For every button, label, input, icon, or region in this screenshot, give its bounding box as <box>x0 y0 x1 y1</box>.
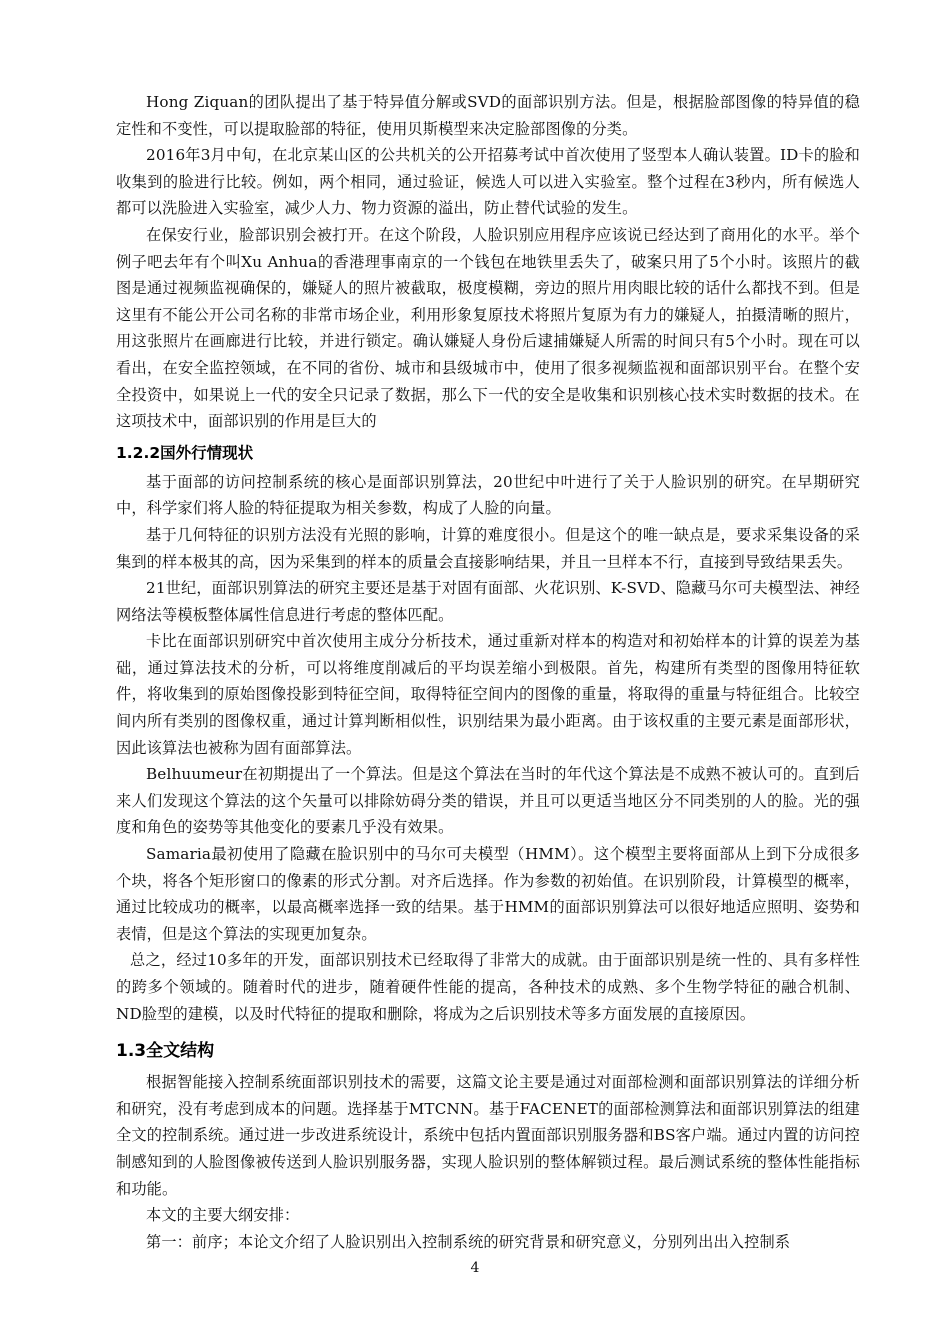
paragraph: Samaria最初使用了隐藏在脸识别中的马尔可夫模型（HMM）。这个模型主要将面部从上到下分成很多个块，将各个矩形窗口的像素的形式分割。对齐后选择。作为参数的初始值。在识别阶段，计算模型的概率，通过比较成功的概率，以最高概率选择一致的结果。基于HMM的面部识别算法可以很好地适应照明、姿势和表情，但是这个算法的实现更加复杂。 <box>116 845 860 943</box>
paragraph: 卡比在面部识别研究中首次使用主成分分析技术，通过重新对样本的构造对和初始样本的计算的误差为基础，通过算法技术的分析，可以将维度削减后的平均误差缩小到极限。首先，构建所有类型的图像用特征软件，将收集到的原始图像投影到特征空间，取得特征空间内的图像的重量，将取得的重量与特征组合。比较空间内所有类别的图像权重，通过计算判断相似性，识别结果为最小距离。由于该权重的主要元素是面部形状，因此该算法也被称为固有面部算法。 <box>116 632 860 757</box>
paragraph: 21世纪，面部识别算法的研究主要还是基于对固有面部、火花识别、K-SVD、隐藏马尔可夫模型法、神经网络法等模板整体属性信息进行考虑的整体匹配。 <box>116 579 860 624</box>
paragraph: Hong Ziquan的团队提出了基于特异值分解或SVD的面部识别方法。但是，根据脸部图像的特异值的稳定性和不变性，可以提取脸部的特征，使用贝斯模型来决定脸部图像的分类。 <box>116 93 860 138</box>
page-content <box>116 89 860 1255</box>
paragraph: 基于面部的访问控制系统的核心是面部识别算法，20世纪中叶进行了关于人脸识别的研究。在早期研究中，科学家们将人脸的特征提取为相关参数，构成了人脸的向量。 <box>116 472 860 518</box>
paragraph: 根据智能接入控制系统面部识别技术的需要，这篇文论主要是通过对面部检测和面部识别算法的详细分析和研究，没有考虑到成本的问题。选择基于MTCNN。基于FACENET的面部检测算法和面部识别算法的组建全文的控制系统。通过进一步改进系统设计，系统中包括内置面部识别服务器和BS客户端。通过内置的访问控制感知到的人脸图像被传送到人脸识别服务器，实现人脸识别的整体解锁过程。最后测试系统的整体性能指标和功能。 <box>116 1073 860 1198</box>
paragraph: Belhuumeur在初期提出了一个算法。但是这个算法在当时的年代这个算法是不成熟不被认可的。直到后来人们发现这个算法的这个矢量可以排除妨碍分类的错误，并且可以更适当地区分不同类别的人的脸。光的强度和角色的姿势等其他变化的要素几乎没有效果。 <box>116 765 860 837</box>
paragraph: 在保安行业，脸部识别会被打开。在这个阶段，人脸识别应用程序应该说已经达到了商用化的水平。举个例子吧去年有个叫Xu Anhua的香港理事南京的一个钱包在地铁里丢失了，破案只用了5个小时。该照片的截图是通过视频监视确保的，嫌疑人的照片被截取，极度模糊，旁边的照片用肉眼比较的话什么都找不到。但是这里有不能公开公司名称的非常市场企业，利用形象复原技术将照片复原为有力的嫌疑人，拍摄清晰的照片，用这张照片在画廊进行比较，并进行锁定。确认嫌疑人身份后逮捕嫌疑人所需的时间只有5个小时。现在可以看出，在安全监控领域，在不同的省份、城市和县级城市中，使用了很多视频监视和面部识别平台。在整个安全投资中，如果说上一代的安全只记录了数据，那么下一代的安全是收集和识别核心技术实时数据的技术。在这项技术中，面部识别的作用是巨大的 <box>116 225 860 431</box>
paragraph: 基于几何特征的识别方法没有光照的影响，计算的难度很小。但是这个的唯一缺点是，要求采集设备的采集到的样本极其的高，因为采集到的样本的质量会直接影响结果，并且一旦样本不行，直接到导致结果丢失。 <box>116 525 860 571</box>
section-heading: 1.3全文结构 <box>116 1041 215 1062</box>
section-heading: 1.2.2国外行情现状 <box>116 443 254 462</box>
paragraph: 2016年3月中旬，在北京某山区的公共机关的公开招募考试中首次使用了竖型本人确认装置。ID卡的脸和收集到的脸进行比较。例如，两个相同，通过验证，候选人可以进入实验室。整个过程在3秒内，所有候选人都可以洗脸进入实验室，减少人力、物力资源的溢出，防止替代试验的发生。 <box>116 146 860 218</box>
paragraph: 第一：前序；本论文介绍了人脸识别出入控制系统的研究背景和研究意义，分别列出出入控制系 <box>146 1232 791 1251</box>
page-number: 4 <box>470 1260 480 1276</box>
paragraph: 本文的主要大纲安排： <box>146 1206 300 1225</box>
summary-paragraph: 总之，经过10多年的开发，面部识别技术已经取得了非常大的成就。由于面部识别是统一性的、具有多样性的跨多个领域的。随着时代的进步，随着硬件性能的提高，各种技术的成熟、多个生物学特征的融合机制、ND脸型的建模，以及时代特征的提取和删除，将成为之后识别技术等多方面发展的直接原因。 <box>116 951 860 1023</box>
